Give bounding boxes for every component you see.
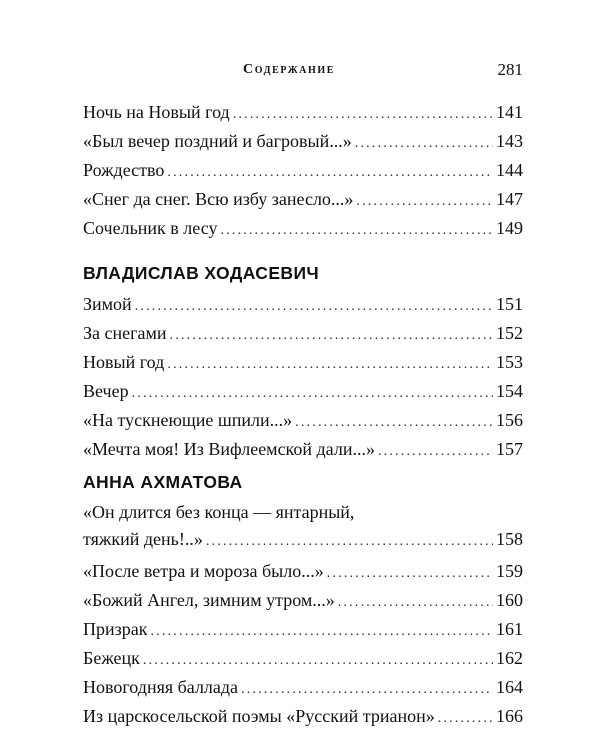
dot-leader [167,158,493,187]
entry-title: Из царскосельской поэмы «Русский трианон» [83,706,435,726]
entry-title: Бежецк [83,648,140,668]
toc-entry [83,185,523,214]
dot-leader [150,617,493,646]
entry-page: 166 [496,706,523,726]
dot-leader [241,675,493,704]
dot-leader [135,292,493,321]
entry-page: 151 [496,294,523,314]
entry-page: 147 [496,189,523,209]
entry-page: 141 [496,102,523,122]
entry-title: Зимой [83,294,132,314]
entry-title: «Был вечер поздний и багровый...» [83,131,352,151]
dot-leader [167,350,493,379]
toc-entry [83,557,523,586]
page-number: 281 [497,60,523,79]
toc-entry [83,348,523,377]
dot-leader [143,646,493,675]
entry-title: Призрак [83,619,148,639]
entry-title-line1: «Он длится без конца — янтарный, [83,502,355,522]
toc-section-khodasevich [83,258,523,464]
entry-title: Сочельник в лесу [83,218,218,238]
entry-page: 153 [496,352,523,372]
entry-title: Новый год [83,352,165,372]
toc-page [83,0,523,750]
entry-title: «Снег да снег. Всю избу занесло...» [83,189,354,209]
entry-page: 159 [496,561,523,581]
entry-page: 160 [496,590,523,610]
dot-leader [378,437,493,466]
toc-entry [83,127,523,156]
dot-leader [170,321,493,350]
entry-title: «Мечта моя! Из Вифлеемской дали...» [83,439,375,459]
toc-entry [83,406,523,435]
toc-entry [83,214,523,243]
entry-title-line2-row [83,525,523,554]
entry-title: Ночь на Новый год [83,102,230,122]
entry-page: 161 [496,619,523,639]
dot-leader [295,408,493,437]
entry-page: 143 [496,131,523,151]
entry-title: Новогодняя баллада [83,677,239,697]
author-heading: АННА АХМАТОВА [83,472,243,492]
dot-leader [355,129,493,158]
entry-title: Рождество [83,160,165,180]
toc-entry [83,377,523,406]
entry-page: 156 [496,410,523,430]
entry-page: 152 [496,323,523,343]
entry-title: Вечер [83,381,129,401]
toc-entry [83,156,523,185]
author-heading: ВЛАДИСЛАВ ХОДАСЕВИЧ [83,263,320,283]
dot-leader [220,216,493,245]
entry-page: 162 [496,648,523,668]
entry-page: 149 [496,218,523,238]
toc-entry [83,319,523,348]
entry-title-line2: тяжкий день!..» [83,529,203,549]
entry-page: 154 [496,381,523,401]
toc-entry [83,644,523,673]
dot-leader [356,187,493,216]
dot-leader [132,379,493,408]
entry-title: «Божий Ангел, зимним утром...» [83,590,335,610]
entry-page: 164 [496,677,523,697]
dot-leader [327,559,493,588]
entry-page: 158 [496,529,523,549]
toc-entry [83,499,523,557]
entry-title: За снегами [83,323,167,343]
toc-entry [83,290,523,319]
toc-entry [83,98,523,127]
toc-section-continued [83,98,523,243]
dot-leader [438,704,493,733]
toc-entry [83,673,523,702]
running-title: Содержание [243,62,336,77]
toc-entry [83,702,523,731]
entry-page: 157 [496,439,523,459]
dot-leader [233,100,493,129]
entry-title: «На тускнеющие шпили...» [83,410,293,430]
entry-title: «После ветра и мороза было...» [83,561,324,581]
toc-entry [83,435,523,464]
toc-entry [83,615,523,644]
toc-section-akhmatova [83,467,523,731]
dot-leader [338,588,493,617]
entry-page: 144 [496,160,523,180]
toc-entry [83,586,523,615]
dot-leader [206,527,493,556]
running-head [83,62,523,84]
